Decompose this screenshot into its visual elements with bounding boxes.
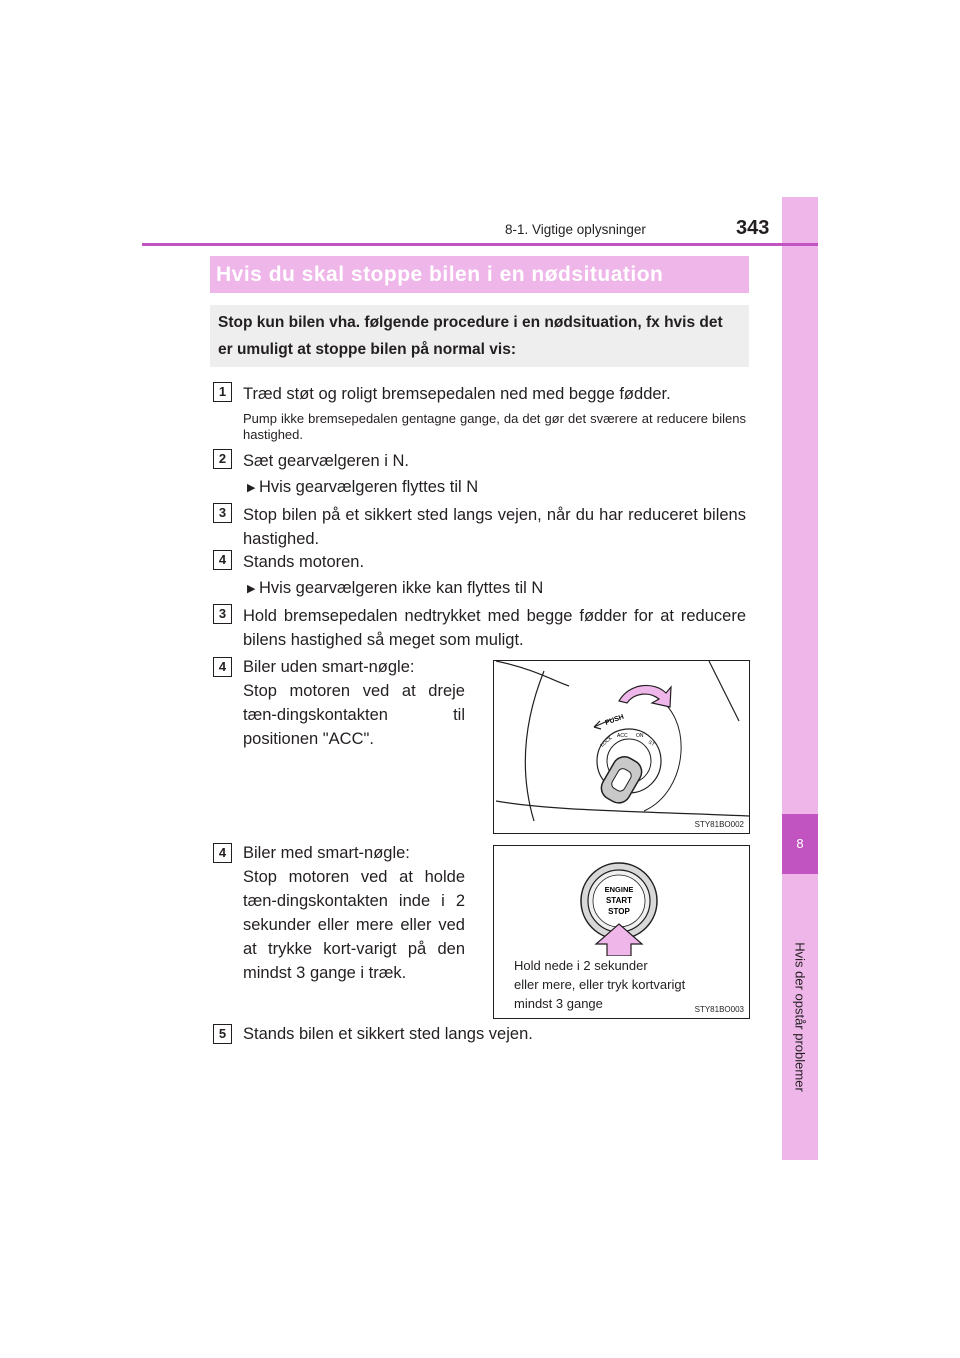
case-heading-n: Hvis gearvælgeren flyttes til N — [259, 478, 479, 496]
chapter-number: 8 — [782, 814, 818, 874]
start-button-figure — [493, 845, 750, 1019]
case-heading-not-n: Hvis gearvælgeren ikke kan flyttes til N — [259, 579, 544, 597]
header-rule — [142, 243, 818, 246]
ignition-key-illustration — [494, 661, 749, 833]
step-text-4: Stands motoren. — [243, 553, 365, 571]
step-badge-3b: 3 — [213, 604, 232, 624]
step-badge-3: 3 — [213, 503, 232, 523]
section-title: 8-1. Vigtige oplysninger — [505, 222, 646, 237]
button-text-engine: ENGINE — [604, 885, 634, 894]
turn-arrow-icon — [619, 685, 671, 707]
step-text-5: Stands bilen et sikkert sted langs vejen. — [243, 1025, 533, 1043]
intro-box: Stop kun bilen vha. følgende procedure i en nødsituation, fx hvis det er umuligt at stoppe bilen på normal vis: — [210, 305, 749, 367]
push-label: PUSH — [604, 713, 625, 727]
on-label: ON — [636, 733, 644, 739]
step-text-3b: Hold bremsepedalen nedtrykket med begge fødder for at reducere bilens hastighed så meget som muligt. — [243, 607, 746, 649]
acc-label: ACC — [617, 733, 628, 739]
step-text-2: Sæt gearvælgeren i N. — [243, 452, 409, 470]
step-text-4b-heading: Biler uden smart-nøgle: — [243, 658, 415, 676]
step-text-4c-heading: Biler med smart-nøgle: — [243, 844, 410, 862]
start-button-illustration — [494, 846, 749, 956]
lock-label: LOCK — [599, 735, 614, 749]
button-text-stop: STOP — [608, 907, 630, 916]
step-badge-1: 1 — [213, 382, 232, 402]
page-number: 343 — [736, 217, 770, 239]
key-icon — [597, 752, 646, 807]
step-text-4b — [243, 655, 465, 751]
step-badge-4c: 4 — [213, 843, 232, 863]
step-text-4c-body: Stop motoren ved at holde tæn-dingskontakten inde i 2 sekunder eller mere eller ved at trykke kort-varigt på den mindst 3 gange i træk. — [243, 868, 465, 982]
step-text-1: Træd støt og roligt bremsepedalen ned med begge fødder. — [243, 385, 671, 403]
triangle-bullet-icon: ▶ — [247, 583, 256, 595]
step-text-3: Stop bilen på et sikkert sted langs vejen, når du har reduceret bilens hastighed. — [243, 506, 746, 548]
ignition-key-figure — [493, 660, 750, 834]
caption-line-3: mindst 3 gange — [514, 996, 603, 1011]
step-text-4c — [243, 841, 465, 985]
step-badge-2: 2 — [213, 449, 232, 469]
chapter-tab-top — [782, 197, 818, 814]
figure-code: STY81BO002 — [694, 820, 744, 829]
step-badge-4b: 4 — [213, 657, 232, 677]
page-title: Hvis du skal stoppe bilen i en nødsituation — [210, 256, 749, 293]
step-badge-5: 5 — [213, 1024, 232, 1044]
step-badge-4: 4 — [213, 550, 232, 570]
button-text-start: START — [605, 896, 633, 905]
step-note-1: Pump ikke bremsepedalen gentagne gange, da det gør det sværere at reducere bilens hastighed. — [243, 411, 746, 442]
figure-caption — [514, 956, 685, 1013]
caption-line-1: Hold nede i 2 sekunder — [514, 958, 648, 973]
step-text-4b-body: Stop motoren ved at dreje tæn-dingskontakten til positionen "ACC". — [243, 682, 465, 748]
caption-line-2: eller mere, eller tryk kortvarigt — [514, 977, 686, 992]
st-label: ST — [647, 739, 656, 748]
chapter-title-container — [782, 874, 818, 1160]
figure-code: STY81BO003 — [694, 1005, 744, 1014]
triangle-bullet-icon: ▶ — [247, 482, 256, 494]
chapter-title: Hvis der opstår problemer — [792, 942, 808, 1092]
